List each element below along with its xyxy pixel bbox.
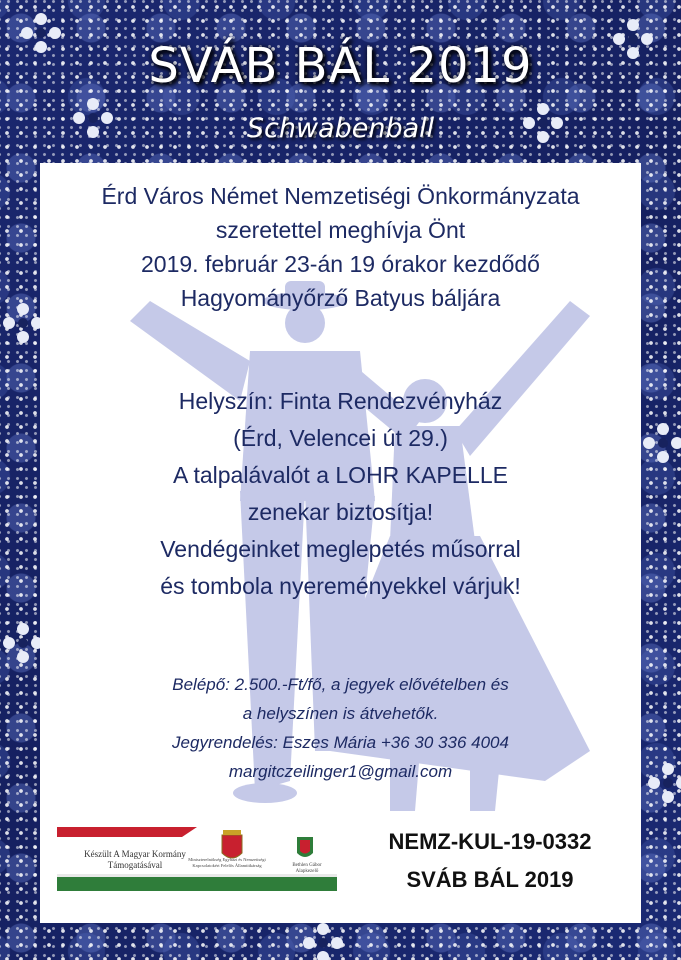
- details-line: Vendégeinket meglepetés műsorral: [160, 536, 521, 562]
- details-line: és tombola nyereményekkel várjuk!: [160, 573, 521, 599]
- flower-ornament-icon: [640, 420, 681, 466]
- flower-ornament-icon: [645, 760, 681, 806]
- bethlen-text: Bethlen Gábor Alapkezelő: [292, 863, 322, 874]
- ticket-phone: Jegyrendelés: Eszes Mária +36 30 336 4004: [172, 733, 509, 752]
- details-line: Helyszín: Finta Rendezvényház: [178, 388, 503, 414]
- ministry-text: Miniszterelnökség Egyházi és Nemzetiségi Kapcsolatokért Felelős Államtitkárság: [188, 857, 266, 868]
- poster-subtitle: Schwabenball: [246, 113, 435, 144]
- invitation-line: 2019. február 23-án 19 órakor kezdődő: [141, 251, 540, 277]
- flower-ornament-icon: [300, 920, 346, 960]
- gov-support-text: Készült A Magyar Kormány Támogatásával: [84, 849, 186, 870]
- invitation-line: Érd Város Német Nemzetiségi Önkormányzata: [101, 183, 580, 209]
- invitation-panel: [40, 163, 641, 923]
- coat-of-arms-icon: [222, 830, 242, 858]
- event-details: [40, 383, 641, 605]
- ticket-line: a helyszínen is átvehetők.: [242, 704, 439, 723]
- grant-event-name: SVÁB BÁL 2019: [406, 867, 574, 892]
- invitation-text: [40, 179, 641, 315]
- details-line: (Érd, Velencei út 29.): [233, 425, 448, 451]
- ticket-info: [40, 670, 641, 786]
- bethlen-logo-icon: [297, 837, 313, 857]
- grant-info: [340, 823, 640, 899]
- details-line: A talpalávalót a LOHR KAPELLE: [173, 462, 508, 488]
- details-line: zenekar biztosítja!: [247, 499, 434, 525]
- invitation-line: Hagyományőrző Batyus báljára: [180, 285, 501, 311]
- ticket-email: margitczeilinger1@gmail.com: [228, 762, 453, 781]
- ticket-line: Belépő: 2.500.-Ft/fő, a jegyek elővételben és: [172, 675, 509, 694]
- grant-code: NEMZ-KUL-19-0332: [388, 829, 592, 854]
- sponsor-logos: [57, 827, 337, 891]
- poster-title: SVÁB BÁL 2019: [148, 38, 533, 94]
- invitation-line: szeretettel meghívja Önt: [215, 217, 466, 243]
